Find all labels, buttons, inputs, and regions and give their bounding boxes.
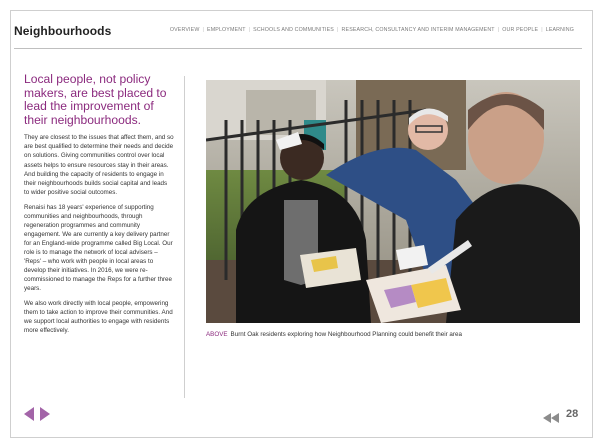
rewind-icon[interactable] bbox=[543, 410, 559, 420]
paragraph: Renaisi has 18 years' experience of supporting communities and neighbourhoods, through regeneration programmes and community engagement. We are currently a key delivery partner for an England-wide programme called Big Local. Our role is to manage the network of local advisers – 'Reps' – who work with people in local areas to develop their initiatives. In 2016, we were re-commissioned to manage the Reps for a further three years. bbox=[24, 203, 173, 293]
nav-our-people[interactable]: OUR PEOPLE bbox=[502, 27, 539, 33]
prev-page-arrow-icon[interactable] bbox=[24, 407, 34, 421]
nav-separator: | bbox=[541, 27, 543, 33]
residents-photo bbox=[206, 80, 580, 323]
nav-employment[interactable]: EMPLOYMENT bbox=[207, 27, 246, 33]
nav-separator: | bbox=[248, 27, 251, 33]
nav-separator: | bbox=[337, 27, 339, 33]
nav-schools-and-communities[interactable]: SCHOOLS AND COMMUNITIES bbox=[253, 27, 334, 33]
page-number: 28 bbox=[566, 408, 579, 420]
page-title: Neighbourhoods bbox=[14, 24, 112, 38]
article-column bbox=[24, 73, 174, 341]
nav-research-consultancy[interactable]: RESEARCH, CONSULTANCY AND INTERIM MANAGEMENT bbox=[341, 27, 495, 33]
header-rule bbox=[14, 48, 582, 49]
caption-label: ABOVE bbox=[206, 331, 228, 338]
photo-caption bbox=[206, 331, 462, 338]
lead-quote: Local people, not policy makers, are best placed to lead the improvement of their neighbourhoods. bbox=[24, 72, 167, 127]
nav-overview[interactable]: OVERVIEW bbox=[169, 27, 200, 33]
nav-separator: | bbox=[497, 27, 500, 33]
page-header bbox=[14, 24, 574, 44]
paragraph: We also work directly with local people, empowering them to take action to improve their communities. And we support local authorities to engage with residents more effectively. bbox=[24, 300, 173, 335]
caption-text: Burnt Oak residents exploring how Neighbourhood Planning could benefit their area bbox=[230, 331, 462, 338]
next-page-arrow-icon[interactable] bbox=[40, 407, 50, 421]
paragraph: They are closest to the issues that affect them, and so are best qualified to determine their needs and decide on solutions. Giving communities control over local assets helps to ensure resources stay in their areas. And building the capacity of residents to engage in their neighbourhoods builds social capital and leads to wider positive social outcomes. bbox=[24, 134, 174, 196]
column-divider bbox=[184, 76, 185, 398]
photo-illustration bbox=[206, 80, 580, 323]
nav-separator: | bbox=[202, 27, 205, 33]
nav-learning[interactable]: LEARNING bbox=[545, 27, 574, 33]
section-nav bbox=[170, 27, 574, 33]
